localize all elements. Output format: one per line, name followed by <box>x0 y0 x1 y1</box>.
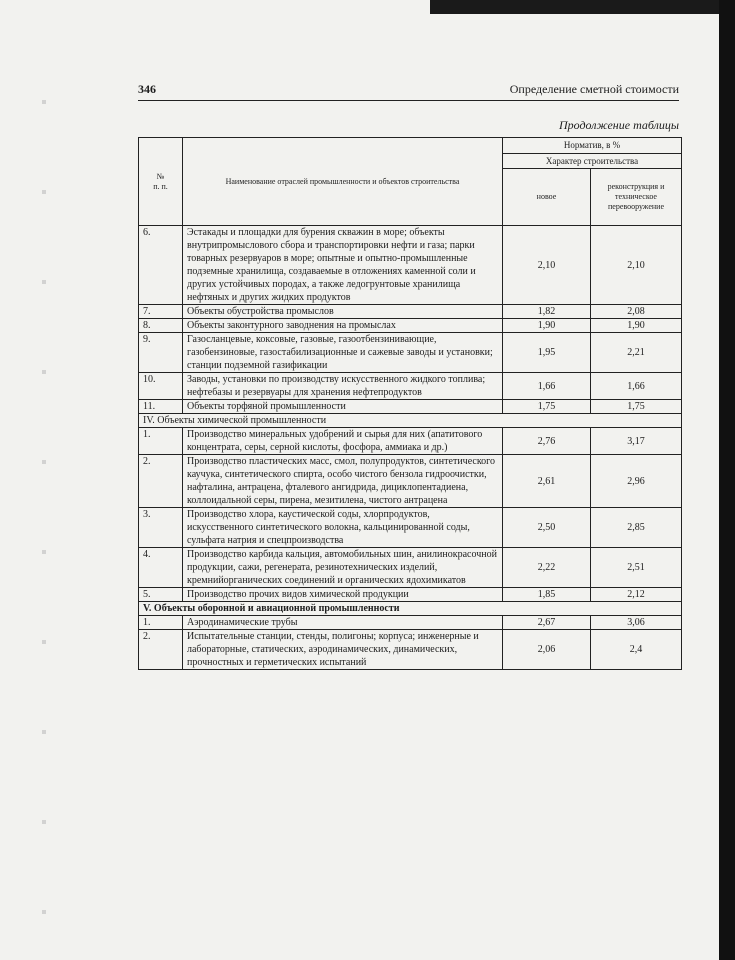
row-name: Эстакады и площадки для бурения скважин в море; объекты внутрипромыслового сбора и транспортировки нефти и газа; парки товарных резервуаров в море; опытные и опытно-промышленные подземные хранилища, создаваемые в отложениях каменной соли и других устойчивых породах, а также ледогрунтовые хранилища нефтяных и других жидких продуктов <box>183 226 503 305</box>
scan-edge-top <box>430 0 735 14</box>
row-value-new: 2,10 <box>503 226 591 305</box>
column-header-number: № п. п. <box>139 138 183 226</box>
column-header-name: Наименование отраслей промышленности и объектов строительства <box>183 138 503 226</box>
table-row <box>139 508 682 548</box>
table-row <box>139 333 682 373</box>
row-number: 2. <box>139 455 183 508</box>
row-number: 7. <box>139 305 183 319</box>
row-value-new: 2,06 <box>503 630 591 670</box>
column-header-new: новое <box>503 169 591 226</box>
table-row <box>139 630 682 670</box>
row-value-reconstruction: 3,06 <box>591 616 682 630</box>
row-number: 4. <box>139 548 183 588</box>
row-name: Производство пластических масс, смол, полупродуктов, синтетического каучука, синтетического спирта, особо чистого бензола гидроочистки, нафталина, антрацена, фталевого ангидрида, дициклопентадиена, коллоидальной серы, пирена, мезитилена, чистого антрацена <box>183 455 503 508</box>
table-row <box>139 319 682 333</box>
row-value-new: 2,50 <box>503 508 591 548</box>
scan-margin-marks <box>42 60 46 940</box>
row-name: Объекты законтурного заводнения на промыслах <box>183 319 503 333</box>
row-name: Аэродинамические трубы <box>183 616 503 630</box>
column-header-character: Характер строительства <box>503 154 682 169</box>
row-name: Газосланцевые, коксовые, газовые, газоотбензинивающие, газобензиновые, газостабилизационные и сажевые заводы и установки; станции подземной газификации <box>183 333 503 373</box>
section-title: IV. Объекты химической промышленности <box>139 414 682 428</box>
section-row <box>139 414 682 428</box>
row-value-reconstruction: 2,21 <box>591 333 682 373</box>
row-value-reconstruction: 2,12 <box>591 588 682 602</box>
row-number: 5. <box>139 588 183 602</box>
row-number: 11. <box>139 400 183 414</box>
row-value-new: 1,95 <box>503 333 591 373</box>
table-body <box>139 226 682 670</box>
table-row <box>139 305 682 319</box>
section-title: V. Объекты оборонной и авиационной промышленности <box>139 602 682 616</box>
table-row <box>139 428 682 455</box>
row-value-reconstruction: 1,75 <box>591 400 682 414</box>
row-value-reconstruction: 2,10 <box>591 226 682 305</box>
table-row <box>139 588 682 602</box>
row-number: 10. <box>139 373 183 400</box>
running-title: Определение сметной стоимости <box>509 82 679 96</box>
row-value-new: 1,85 <box>503 588 591 602</box>
row-value-reconstruction: 2,51 <box>591 548 682 588</box>
continued-label: Продолжение таблицы <box>558 118 679 132</box>
row-number: 9. <box>139 333 183 373</box>
row-number: 6. <box>139 226 183 305</box>
row-name: Производство хлора, каустической соды, хлорпродуктов, искусственного синтетического волокна, кальцинированной соды, сульфата натрия и спецпроизводства <box>183 508 503 548</box>
norms-table <box>138 137 682 670</box>
row-name: Заводы, установки по производству искусственного жидкого топлива; нефтебазы и резервуары для хранения нефтепродуктов <box>183 373 503 400</box>
table-row <box>139 400 682 414</box>
section-row <box>139 602 682 616</box>
row-value-reconstruction: 1,90 <box>591 319 682 333</box>
column-header-reconstruction: реконструкция и техническое перевооружение <box>591 169 682 226</box>
row-name: Объекты обустройства промыслов <box>183 305 503 319</box>
page-header <box>138 82 679 101</box>
row-name: Производство карбида кальция, автомобильных шин, анилинокрасочной продукции, сажи, регенерата, резинотехнических изделий, кремнийорганических соединений и органических ядохимикатов <box>183 548 503 588</box>
table-row <box>139 226 682 305</box>
row-name: Производство минеральных удобрений и сырья для них (апатитового концентрата, серы, серной кислоты, фосфора, аммиака и др.) <box>183 428 503 455</box>
row-number: 1. <box>139 616 183 630</box>
row-value-reconstruction: 2,4 <box>591 630 682 670</box>
table-row <box>139 373 682 400</box>
row-value-new: 1,82 <box>503 305 591 319</box>
table-row <box>139 616 682 630</box>
row-value-reconstruction: 3,17 <box>591 428 682 455</box>
row-number: 2. <box>139 630 183 670</box>
row-value-new: 1,90 <box>503 319 591 333</box>
row-value-new: 1,75 <box>503 400 591 414</box>
row-value-reconstruction: 2,08 <box>591 305 682 319</box>
row-name: Испытательные станции, стенды, полигоны; корпуса; инженерные и лабораторные, статических, аэродинамических, динамических, прочностных и герметических испытаний <box>183 630 503 670</box>
row-name: Объекты торфяной промышленности <box>183 400 503 414</box>
row-value-reconstruction: 1,66 <box>591 373 682 400</box>
table-row <box>139 548 682 588</box>
row-value-new: 2,22 <box>503 548 591 588</box>
column-header-norm: Норматив, в % <box>503 138 682 154</box>
row-name: Производство прочих видов химической продукции <box>183 588 503 602</box>
row-number: 3. <box>139 508 183 548</box>
scan-edge-right <box>719 0 735 960</box>
table-row <box>139 455 682 508</box>
row-number: 8. <box>139 319 183 333</box>
row-value-reconstruction: 2,85 <box>591 508 682 548</box>
row-value-reconstruction: 2,96 <box>591 455 682 508</box>
page-number: 346 <box>138 82 156 96</box>
row-value-new: 2,67 <box>503 616 591 630</box>
row-value-new: 2,76 <box>503 428 591 455</box>
row-number: 1. <box>139 428 183 455</box>
row-value-new: 2,61 <box>503 455 591 508</box>
row-value-new: 1,66 <box>503 373 591 400</box>
